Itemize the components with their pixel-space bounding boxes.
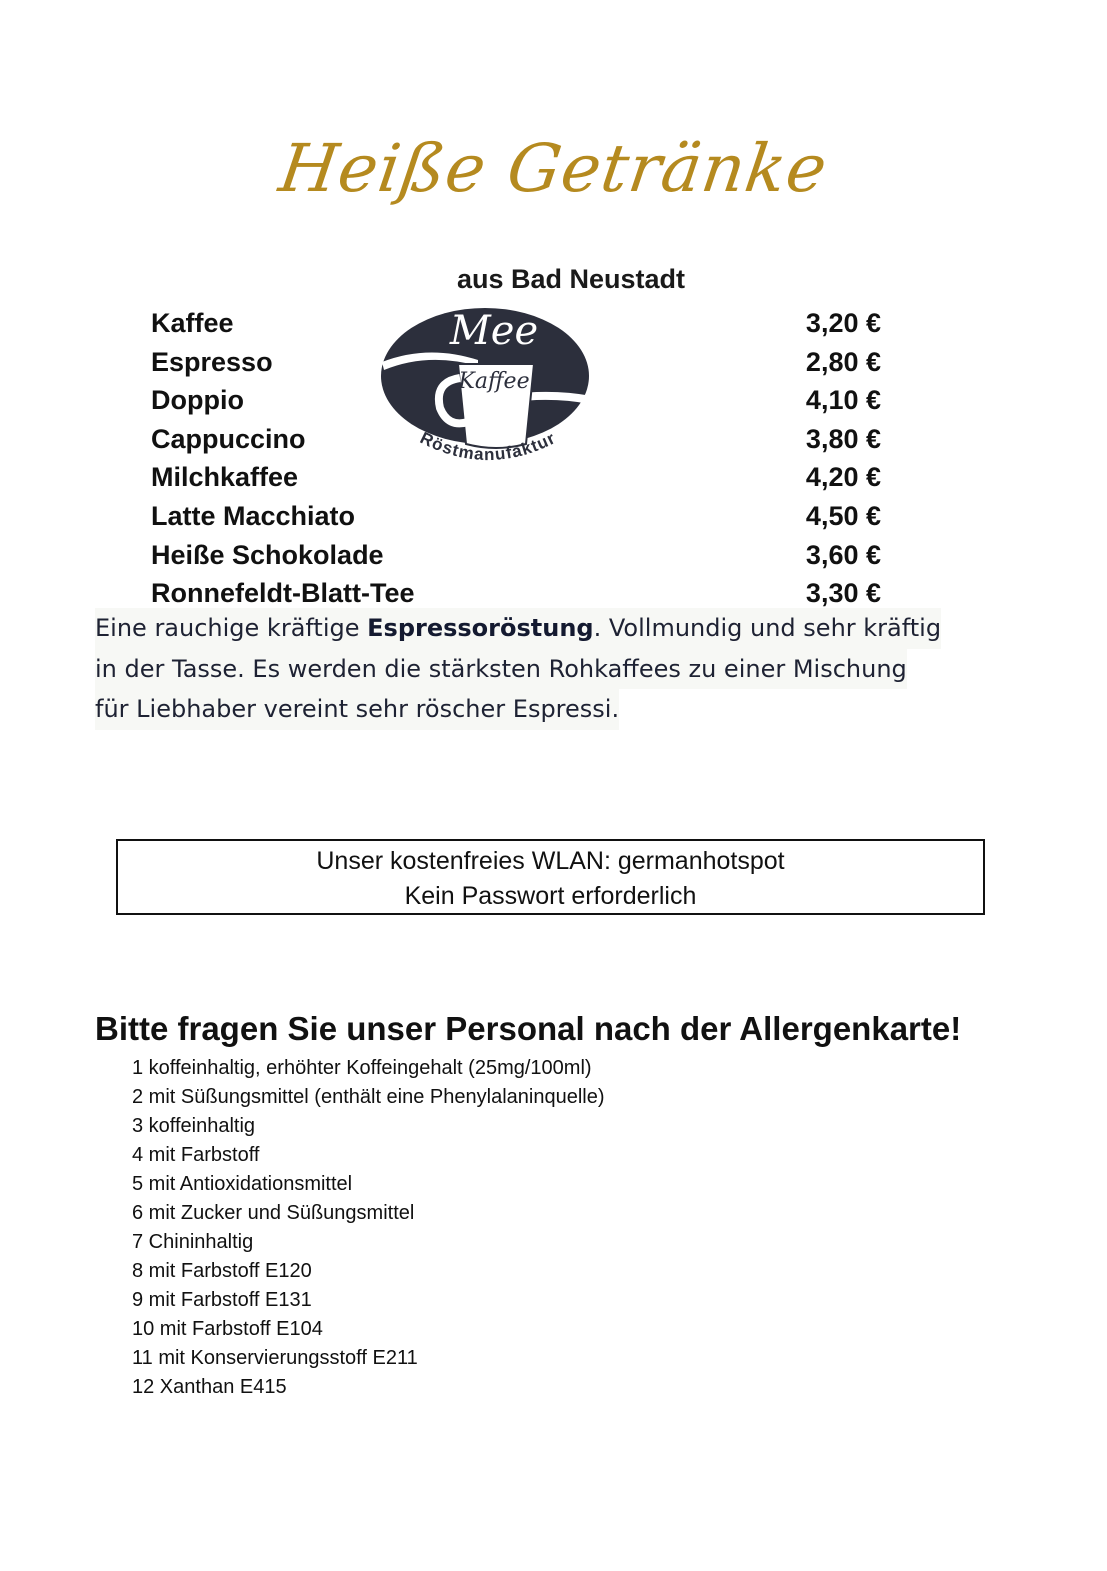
menu-item-name: Doppio	[151, 385, 244, 416]
description-line-3: für Liebhaber vereint sehr röscher Espressi.	[95, 689, 619, 730]
menu-item-name: Kaffee	[151, 308, 234, 338]
menu-item-price: 3,60 €	[805, 539, 881, 570]
allergen-list	[132, 1054, 605, 1402]
allergen-item: 10 mit Farbstoff E104	[132, 1318, 323, 1340]
menu-item-price: 3,20 €	[805, 308, 881, 338]
logo-brand-text: Mee	[449, 308, 539, 354]
allergen-item: 12 Xanthan E415	[132, 1376, 287, 1398]
allergen-item: 3 koffeinhaltig	[132, 1115, 256, 1137]
mee-kaffee-logo	[378, 304, 598, 474]
menu-item-name: Latte Macchiato	[151, 500, 356, 531]
allergen-item: 9 mit Farbstoff E131	[132, 1289, 312, 1311]
allergen-heading: Bitte fragen Sie unser Personal nach der Allergenkarte!	[95, 1010, 962, 1047]
menu-item-price: 4,10 €	[805, 385, 881, 416]
allergen-item: 6 mit Zucker und Süßungsmittel	[132, 1202, 415, 1224]
menu-item	[151, 536, 891, 575]
menu-item-name: Ronnefeldt-Blatt-Tee	[151, 578, 415, 609]
page-subtitle: aus Bad Neustadt	[456, 264, 686, 294]
allergen-item: 4 mit Farbstoff	[132, 1144, 260, 1166]
menu-item	[151, 574, 891, 613]
page-title: Heiße Getränke	[274, 130, 833, 207]
menu-item-price: 4,20 €	[805, 462, 881, 493]
wlan-info-box	[116, 839, 985, 915]
menu-item-name: Milchkaffee	[151, 462, 299, 493]
menu-item-price: 3,30 €	[805, 578, 881, 609]
menu-item-price: 4,50 €	[805, 500, 881, 531]
logo-tagline: Röstmanufaktur	[417, 428, 559, 465]
wlan-password-text: Kein Passwort erforderlich	[404, 882, 697, 910]
menu-item-price: 3,80 €	[805, 423, 881, 454]
allergen-item: 7 Chininhaltig	[132, 1231, 254, 1253]
description-bold-term: Espressoröstung	[367, 614, 594, 642]
menu-item-name: Heiße Schokolade	[151, 539, 384, 570]
allergen-item: 2 mit Süßungsmittel (enthält eine Phenylalaninquelle)	[132, 1086, 605, 1108]
description-line-2: in der Tasse. Es werden die stärksten Rohkaffees zu einer Mischung	[95, 649, 907, 690]
allergen-item: 11 mit Konservierungsstoff E211	[132, 1347, 418, 1369]
menu-item-price: 2,80 €	[805, 346, 881, 377]
menu-item-name: Espresso	[151, 346, 273, 377]
allergen-item: 8 mit Farbstoff E120	[132, 1260, 312, 1282]
allergen-item: 1 koffeinhaltig, erhöhter Koffeingehalt (25mg/100ml)	[132, 1057, 592, 1079]
allergen-item: 5 mit Antioxidationsmittel	[132, 1173, 353, 1195]
coffee-cup-icon	[378, 304, 598, 474]
espresso-description	[95, 608, 995, 730]
menu-item	[151, 497, 891, 536]
logo-product-text: Kaffee	[458, 369, 530, 394]
description-line-1: Eine rauchige kräftige Espressoröstung. Vollmundig und sehr kräftig	[95, 608, 941, 649]
menu-item-name: Cappuccino	[151, 423, 306, 454]
wlan-network-text: Unser kostenfreies WLAN: germanhotspot	[316, 847, 785, 875]
